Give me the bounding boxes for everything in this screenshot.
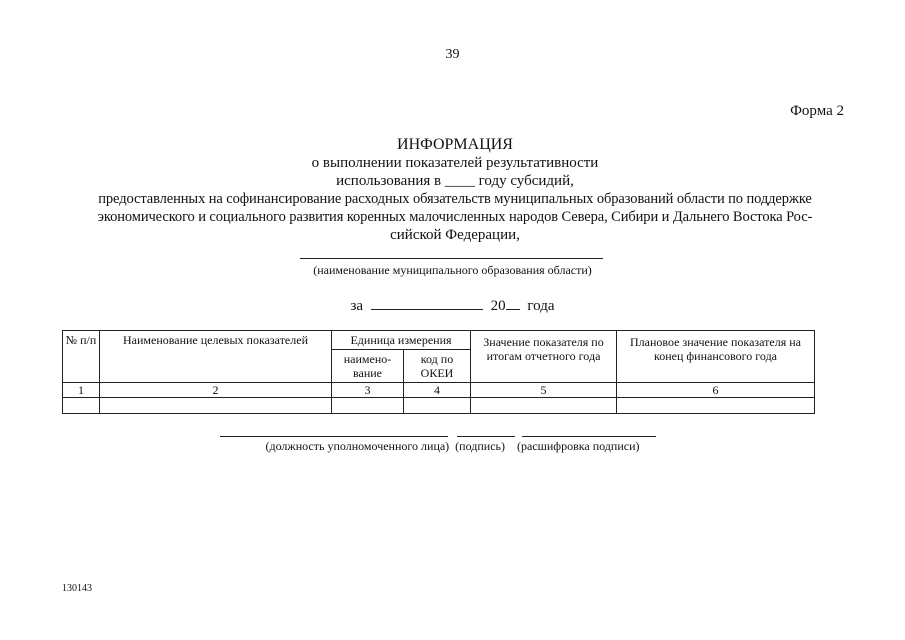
empty-cell (404, 398, 471, 414)
indicators-table (62, 330, 815, 414)
heading-line-3: предоставленных на софинансирование расходных обязательств муниципальных образований области по поддержке (98, 191, 812, 207)
period-prefix: за (350, 298, 364, 314)
header-unit-code: код по ОКЕИ (404, 350, 471, 383)
period-suffix: года (527, 298, 555, 314)
index-cell-3: 3 (332, 383, 404, 398)
empty-cell (332, 398, 404, 414)
signature-caption: (должность уполномоченного лица) (подпись) (расшифровка подписи) (265, 439, 640, 453)
signature-line (457, 436, 515, 437)
signature-position-line (220, 436, 448, 437)
table-row (63, 398, 815, 414)
empty-cell (100, 398, 332, 414)
index-cell-2: 2 (100, 383, 332, 398)
index-cell-4: 4 (404, 383, 471, 398)
header-actual-value: Значение показателя по итогам отчетного года (471, 331, 617, 383)
heading-line-2: использования в ____ году субсидий, (336, 173, 574, 189)
document-code: 130143 (62, 583, 92, 594)
header-planned-value: Плановое значение показателя на конец финансового года (617, 331, 815, 383)
empty-cell (471, 398, 617, 414)
heading-line-4: экономического и социального развития коренных малочисленных народов Севера, Сибири и Дальнего Востока Рос- (97, 209, 813, 225)
index-cell-6: 6 (617, 383, 815, 398)
heading-title: ИНФОРМАЦИЯ (397, 136, 513, 153)
table-index-row (63, 383, 815, 398)
reporting-period (0, 295, 905, 315)
municipality-name-line (300, 258, 603, 259)
heading-line-5: сийской Федерации, (390, 227, 520, 243)
empty-cell (63, 398, 100, 414)
index-cell-1: 1 (63, 383, 100, 398)
header-unit: Единица измерения (332, 331, 471, 350)
header-number: № п/п (63, 331, 100, 383)
empty-cell (617, 398, 815, 414)
period-year-prefix: 20 (490, 298, 506, 314)
signature-decode-line (522, 436, 656, 437)
header-indicator-name: Наименование целевых показателей (100, 331, 332, 383)
period-date-blank (371, 295, 483, 310)
index-cell-5: 5 (471, 383, 617, 398)
form-label: Форма 2 (790, 103, 844, 119)
table-header-row (63, 331, 815, 350)
page-number: 39 (445, 47, 460, 62)
heading-line-1: о выполнении показателей результативности (311, 155, 599, 171)
header-unit-name: наимено-вание (332, 350, 404, 383)
period-year-blank (506, 295, 520, 310)
municipality-caption: (наименование муниципального образования области) (313, 263, 592, 277)
